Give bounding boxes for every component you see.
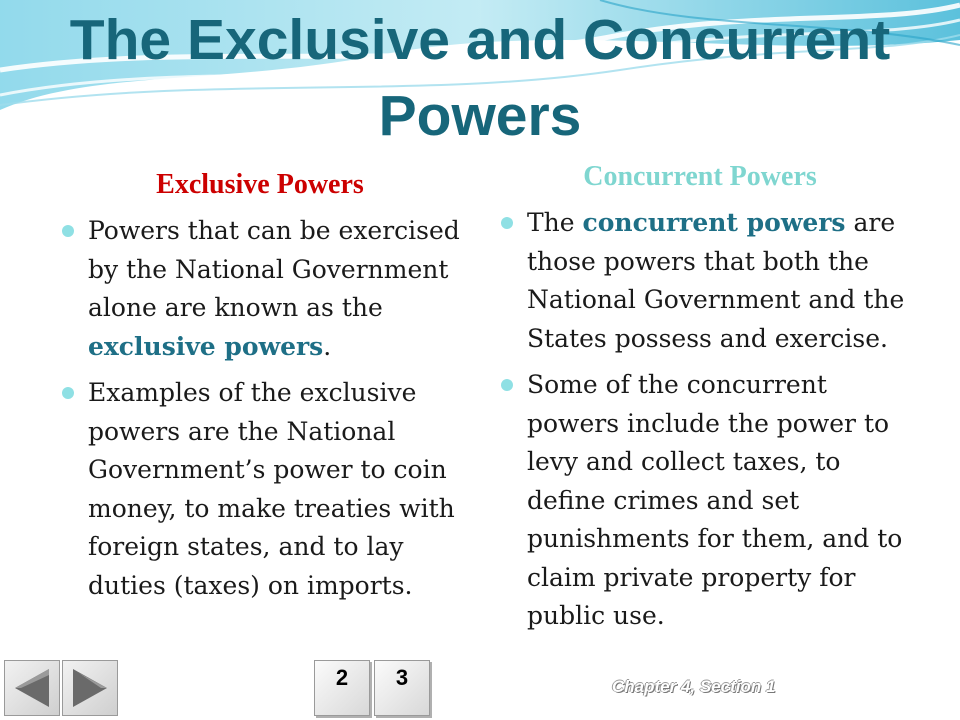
bullet-text: Some of the concurrent powers include the power to levy and collect taxes, to define crimes and set punishments for them, and to claim private property for public use. <box>527 370 903 630</box>
left-arrow-icon <box>5 661 59 715</box>
page-3-button[interactable]: 3 <box>374 660 430 716</box>
chapter-section-label: Chapter 4, Section 1 <box>612 677 776 696</box>
bullet-text-end: . <box>323 331 332 361</box>
bullet-icon <box>62 387 74 399</box>
bullet-text: Examples of the exclusive powers are the National Government’s power to coin money, to make treaties with foreign states, and to lay duties (taxes) on imports. <box>88 378 455 600</box>
bullet-text-end: are those powers that both the National Government and the States possess and exercise. <box>527 208 905 353</box>
previous-slide-button[interactable] <box>4 660 60 716</box>
bullet-text: Powers that can be exercised by the National Government alone are known as the <box>88 216 460 322</box>
highlighted-term: exclusive powers <box>88 331 324 361</box>
list-item <box>500 204 920 358</box>
exclusive-bullet-list <box>61 212 481 613</box>
concurrent-powers-heading: Concurrent Powers <box>583 161 817 192</box>
list-item <box>500 366 920 636</box>
bullet-icon <box>62 225 74 237</box>
concurrent-bullet-list <box>500 204 920 644</box>
highlighted-term: concurrent powers <box>582 208 846 237</box>
list-item <box>61 212 481 366</box>
slide-title: The Exclusive and Concurrent Powers <box>69 8 891 148</box>
page-2-button[interactable]: 2 <box>314 660 370 716</box>
exclusive-powers-heading: Exclusive Powers <box>156 169 364 200</box>
list-item <box>61 374 481 605</box>
bullet-icon <box>501 217 513 229</box>
bullet-icon <box>501 379 513 391</box>
right-arrow-icon <box>63 661 117 715</box>
next-slide-button[interactable] <box>62 660 118 716</box>
bullet-text: The <box>527 208 583 237</box>
